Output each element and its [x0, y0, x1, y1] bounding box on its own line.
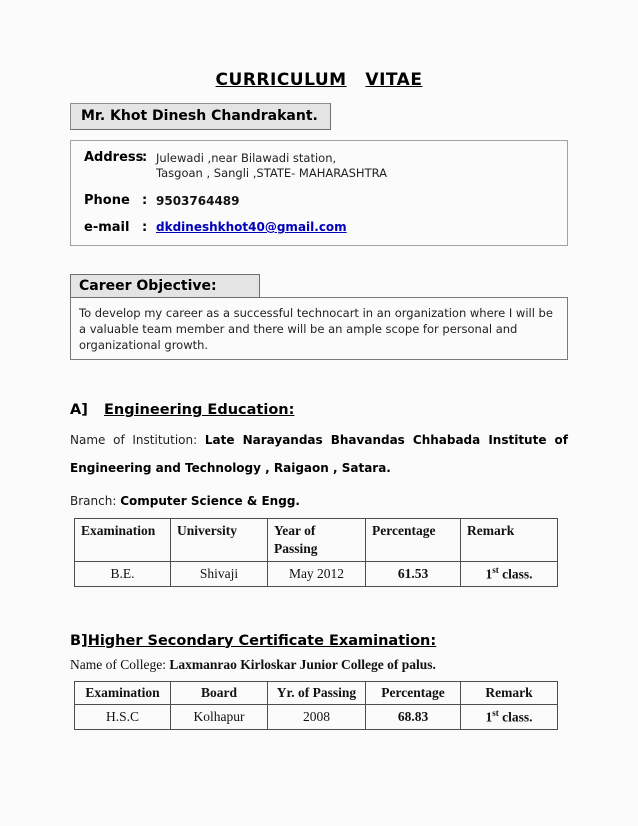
candidate-name-box: Mr. Khot Dinesh Chandrakant.	[70, 103, 331, 130]
address-label: Address	[84, 150, 144, 165]
cell-university: Shivaji	[171, 562, 268, 587]
column-header-examination: Examination	[75, 681, 171, 704]
section-a-heading	[70, 402, 568, 418]
remark-number: 1	[485, 566, 493, 582]
name-box-row	[70, 90, 568, 130]
column-header-remark: Remark	[461, 681, 558, 704]
institution-label: Name of Institution:	[70, 433, 198, 447]
phone-value: 9503764489	[156, 194, 240, 208]
engineering-education-table	[74, 518, 558, 587]
career-objective-heading: Career Objective:	[70, 274, 260, 298]
column-header-percentage: Percentage	[366, 681, 461, 704]
column-header-university: University	[171, 519, 268, 562]
college-label: Name of College:	[70, 656, 166, 672]
column-header-examination: Examination	[75, 519, 171, 562]
career-objective-section	[70, 274, 568, 360]
cell-examination: H.S.C	[75, 704, 171, 729]
remark-text: class.	[498, 566, 533, 582]
table-header-row	[75, 681, 558, 704]
title-word-curriculum: CURRICULUM	[215, 70, 347, 90]
college-value: Laxmanrao Kirloskar Junior College of palus.	[169, 656, 436, 672]
section-b-heading	[70, 633, 568, 649]
column-header-board: Board	[171, 681, 268, 704]
address-row	[84, 150, 557, 181]
cell-year: May 2012	[268, 562, 366, 587]
higher-secondary-section	[70, 633, 568, 730]
column-header-year: Yr. of Passing	[268, 681, 366, 704]
institution-value: Late Narayandas Bhavandas Chhabada Institute of Engineering and Technology , Raigaon , Satara.	[70, 433, 569, 475]
table-row	[75, 562, 558, 587]
email-colon: :	[142, 220, 148, 235]
cell-percentage: 61.53	[366, 562, 461, 587]
email-link[interactable]: dkdineshkhot40@gmail.com	[156, 220, 347, 234]
cell-examination: B.E.	[75, 562, 171, 587]
branch-paragraph	[70, 494, 568, 508]
cell-remark	[461, 562, 558, 587]
higher-secondary-table	[74, 681, 558, 730]
page-title	[70, 70, 568, 90]
cell-percentage: 68.83	[366, 704, 461, 729]
table-header-row	[75, 519, 558, 562]
phone-row	[84, 193, 557, 208]
contact-details-box	[70, 140, 568, 246]
table-row	[75, 704, 558, 729]
remark-text: class.	[498, 709, 533, 725]
remark-ordinal-suffix: st	[492, 707, 499, 718]
column-header-percentage: Percentage	[366, 519, 461, 562]
cell-remark	[461, 704, 558, 729]
remark-ordinal-suffix: st	[492, 565, 499, 575]
phone-colon: :	[142, 193, 148, 208]
cell-board: Kolhapur	[171, 704, 268, 729]
college-paragraph	[70, 657, 568, 673]
address-line-1: Julewadi ,near Bilawadi station,	[156, 151, 337, 165]
branch-value: Computer Science & Engg.	[120, 494, 300, 508]
section-a-prefix: A]	[70, 402, 88, 418]
institution-paragraph	[70, 426, 568, 482]
title-word-vitae: VITAE	[365, 70, 423, 90]
section-b-prefix: B]	[70, 632, 88, 649]
cell-year: 2008	[268, 704, 366, 729]
branch-label: Branch:	[70, 494, 117, 508]
remark-number: 1	[485, 709, 493, 725]
career-objective-text: To develop my career as a successful technocart in an organization where I will be a valuable team member and there will be an ample scope for personal and organizational growth.	[70, 297, 568, 360]
email-row	[84, 220, 557, 235]
section-a-heading-text: Engineering Education:	[103, 402, 295, 418]
phone-label: Phone	[84, 193, 130, 208]
email-label: e-mail	[84, 220, 130, 235]
address-line-2: Tasgoan , Sangli ,STATE- MAHARASHTRA	[156, 166, 387, 180]
address-value	[156, 150, 387, 181]
engineering-education-section	[70, 402, 568, 587]
column-header-year: Year of Passing	[268, 519, 366, 562]
address-colon: :	[142, 150, 148, 165]
section-b-heading-text: Higher Secondary Certificate Examination:	[87, 632, 437, 649]
column-header-remark: Remark	[461, 519, 558, 562]
